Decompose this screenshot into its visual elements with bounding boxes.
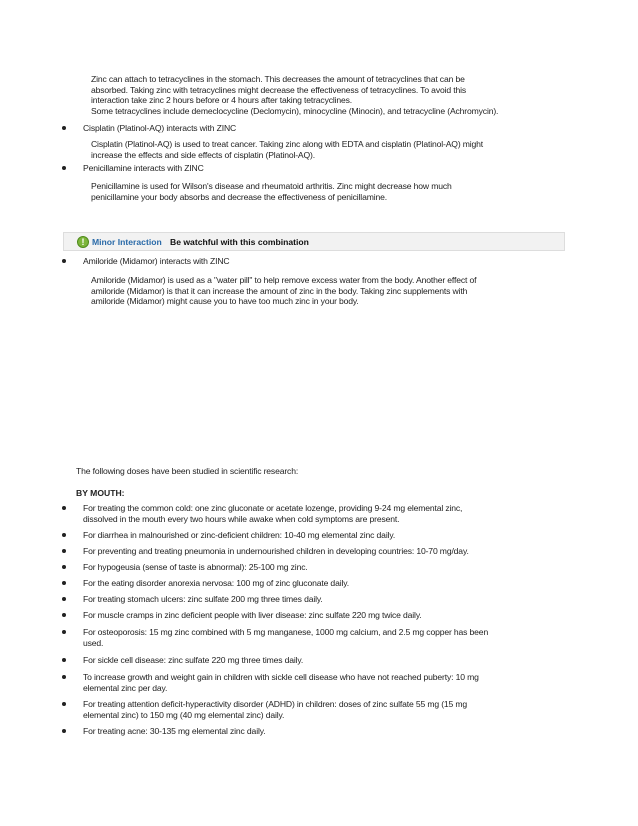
tetracycline-paragraph bbox=[91, 74, 561, 116]
minor-interaction-description: Be watchful with this combination bbox=[170, 237, 309, 247]
interaction-description bbox=[91, 181, 561, 202]
text-line: amiloride (Midamor) might cause you to have too much zinc in your body. bbox=[91, 296, 359, 307]
bullet-icon bbox=[62, 729, 66, 733]
interaction-description bbox=[91, 139, 561, 160]
interaction-description bbox=[91, 275, 561, 307]
text-line: absorbed. Taking zinc with tetracyclines might decrease the effectiveness of tetracyclines. To avoid this bbox=[91, 84, 466, 95]
text-line: interaction take zinc 2 hours before or 4 hours after taking tetracyclines. bbox=[91, 95, 353, 106]
text-line: increase the effects and side effects of cisplatin (Platinol-AQ). bbox=[91, 149, 315, 160]
bullet-icon bbox=[62, 597, 66, 601]
text-line: Zinc can attach to tetracyclines in the stomach. This decreases the amount of tetracyclines that can be bbox=[91, 74, 465, 84]
text-line: For preventing and treating pneumonia in undernourished children in developing countries: 10-70 mg/day. bbox=[83, 546, 469, 556]
bullet-icon bbox=[62, 702, 66, 706]
doses-intro: The following doses have been studied in scientific research: bbox=[76, 466, 299, 476]
bullet-icon bbox=[62, 581, 66, 585]
text-line: elemental zinc per day. bbox=[83, 682, 168, 693]
text-line: To increase growth and weight gain in children with sickle cell disease who have not reached puberty: 10 mg bbox=[83, 672, 479, 682]
text-line: For diarrhea in malnourished or zinc-deficient children: 10-40 mg elemental zinc daily. bbox=[83, 530, 396, 540]
interaction-title: Amiloride (Midamor) interacts with ZINC bbox=[83, 256, 230, 266]
text-line: For treating acne: 30-135 mg elemental zinc daily. bbox=[83, 726, 266, 736]
text-line: For treating attention deficit-hyperactivity disorder (ADHD) in children: doses of zinc sulfate 55 mg (15 mg bbox=[83, 699, 468, 709]
minor-interaction-label: Minor Interaction bbox=[92, 237, 162, 247]
text-line: For hypogeusia (sense of taste is abnormal): 25-100 mg zinc. bbox=[83, 562, 308, 572]
bullet-icon bbox=[62, 613, 66, 617]
interaction-title: Cisplatin (Platinol-AQ) interacts with ZINC bbox=[83, 123, 237, 133]
text-line: amiloride (Midamor) is that it can increase the amount of zinc in the body. Taking zinc supplements with bbox=[91, 285, 468, 296]
bullet-icon bbox=[62, 166, 66, 170]
text-line: penicillamine your body absorbs and decrease the effectiveness of penicillamine. bbox=[91, 191, 387, 202]
text-line: Amiloride (Midamor) is used as a "water pill" to help remove excess water from the body. Another effect of bbox=[91, 275, 477, 285]
bullet-icon bbox=[62, 126, 66, 130]
bullet-icon bbox=[62, 549, 66, 553]
bullet-icon bbox=[62, 658, 66, 662]
minor-interaction-banner bbox=[63, 232, 565, 251]
text-line: For osteoporosis: 15 mg zinc combined with 5 mg manganese, 1000 mg calcium, and 2.5 mg copper has been bbox=[83, 627, 489, 637]
text-line: For the eating disorder anorexia nervosa: 100 mg of zinc gluconate daily. bbox=[83, 578, 349, 588]
bullet-icon bbox=[62, 675, 66, 679]
exclamation-circle-icon: ! bbox=[77, 236, 89, 248]
interaction-title: Penicillamine interacts with ZINC bbox=[83, 163, 204, 173]
bullet-icon bbox=[62, 533, 66, 537]
text-line: dissolved in the mouth every two hours while awake when cold symptoms are present. bbox=[83, 513, 400, 524]
bullet-icon bbox=[62, 630, 66, 634]
text-line: Cisplatin (Platinol-AQ) is used to treat cancer. Taking zinc along with EDTA and cisplatin (Platinol-AQ) might bbox=[91, 139, 484, 149]
text-line: For treating stomach ulcers: zinc sulfate 200 mg three times daily. bbox=[83, 594, 323, 604]
text-line: used. bbox=[83, 637, 104, 648]
text-line: For muscle cramps in zinc deficient people with liver disease: zinc sulfate 220 mg twice daily. bbox=[83, 610, 422, 620]
text-line: For treating the common cold: one zinc gluconate or acetate lozenge, providing 9-24 mg elemental zinc, bbox=[83, 503, 463, 513]
bullet-icon bbox=[62, 565, 66, 569]
text-line: For sickle cell disease: zinc sulfate 220 mg three times daily. bbox=[83, 655, 304, 665]
by-mouth-heading: BY MOUTH: bbox=[76, 488, 125, 498]
bullet-icon bbox=[62, 259, 66, 263]
bullet-icon bbox=[62, 506, 66, 510]
text-line: elemental zinc) to 150 mg (40 mg elemental zinc) daily. bbox=[83, 709, 285, 720]
text-line: Penicillamine is used for Wilson's disease and rheumatoid arthritis. Zinc might decrease how much bbox=[91, 181, 452, 191]
text-line: Some tetracyclines include demeclocycline (Declomycin), minocycline (Minocin), and tetracycline (Achromycin). bbox=[91, 105, 499, 116]
